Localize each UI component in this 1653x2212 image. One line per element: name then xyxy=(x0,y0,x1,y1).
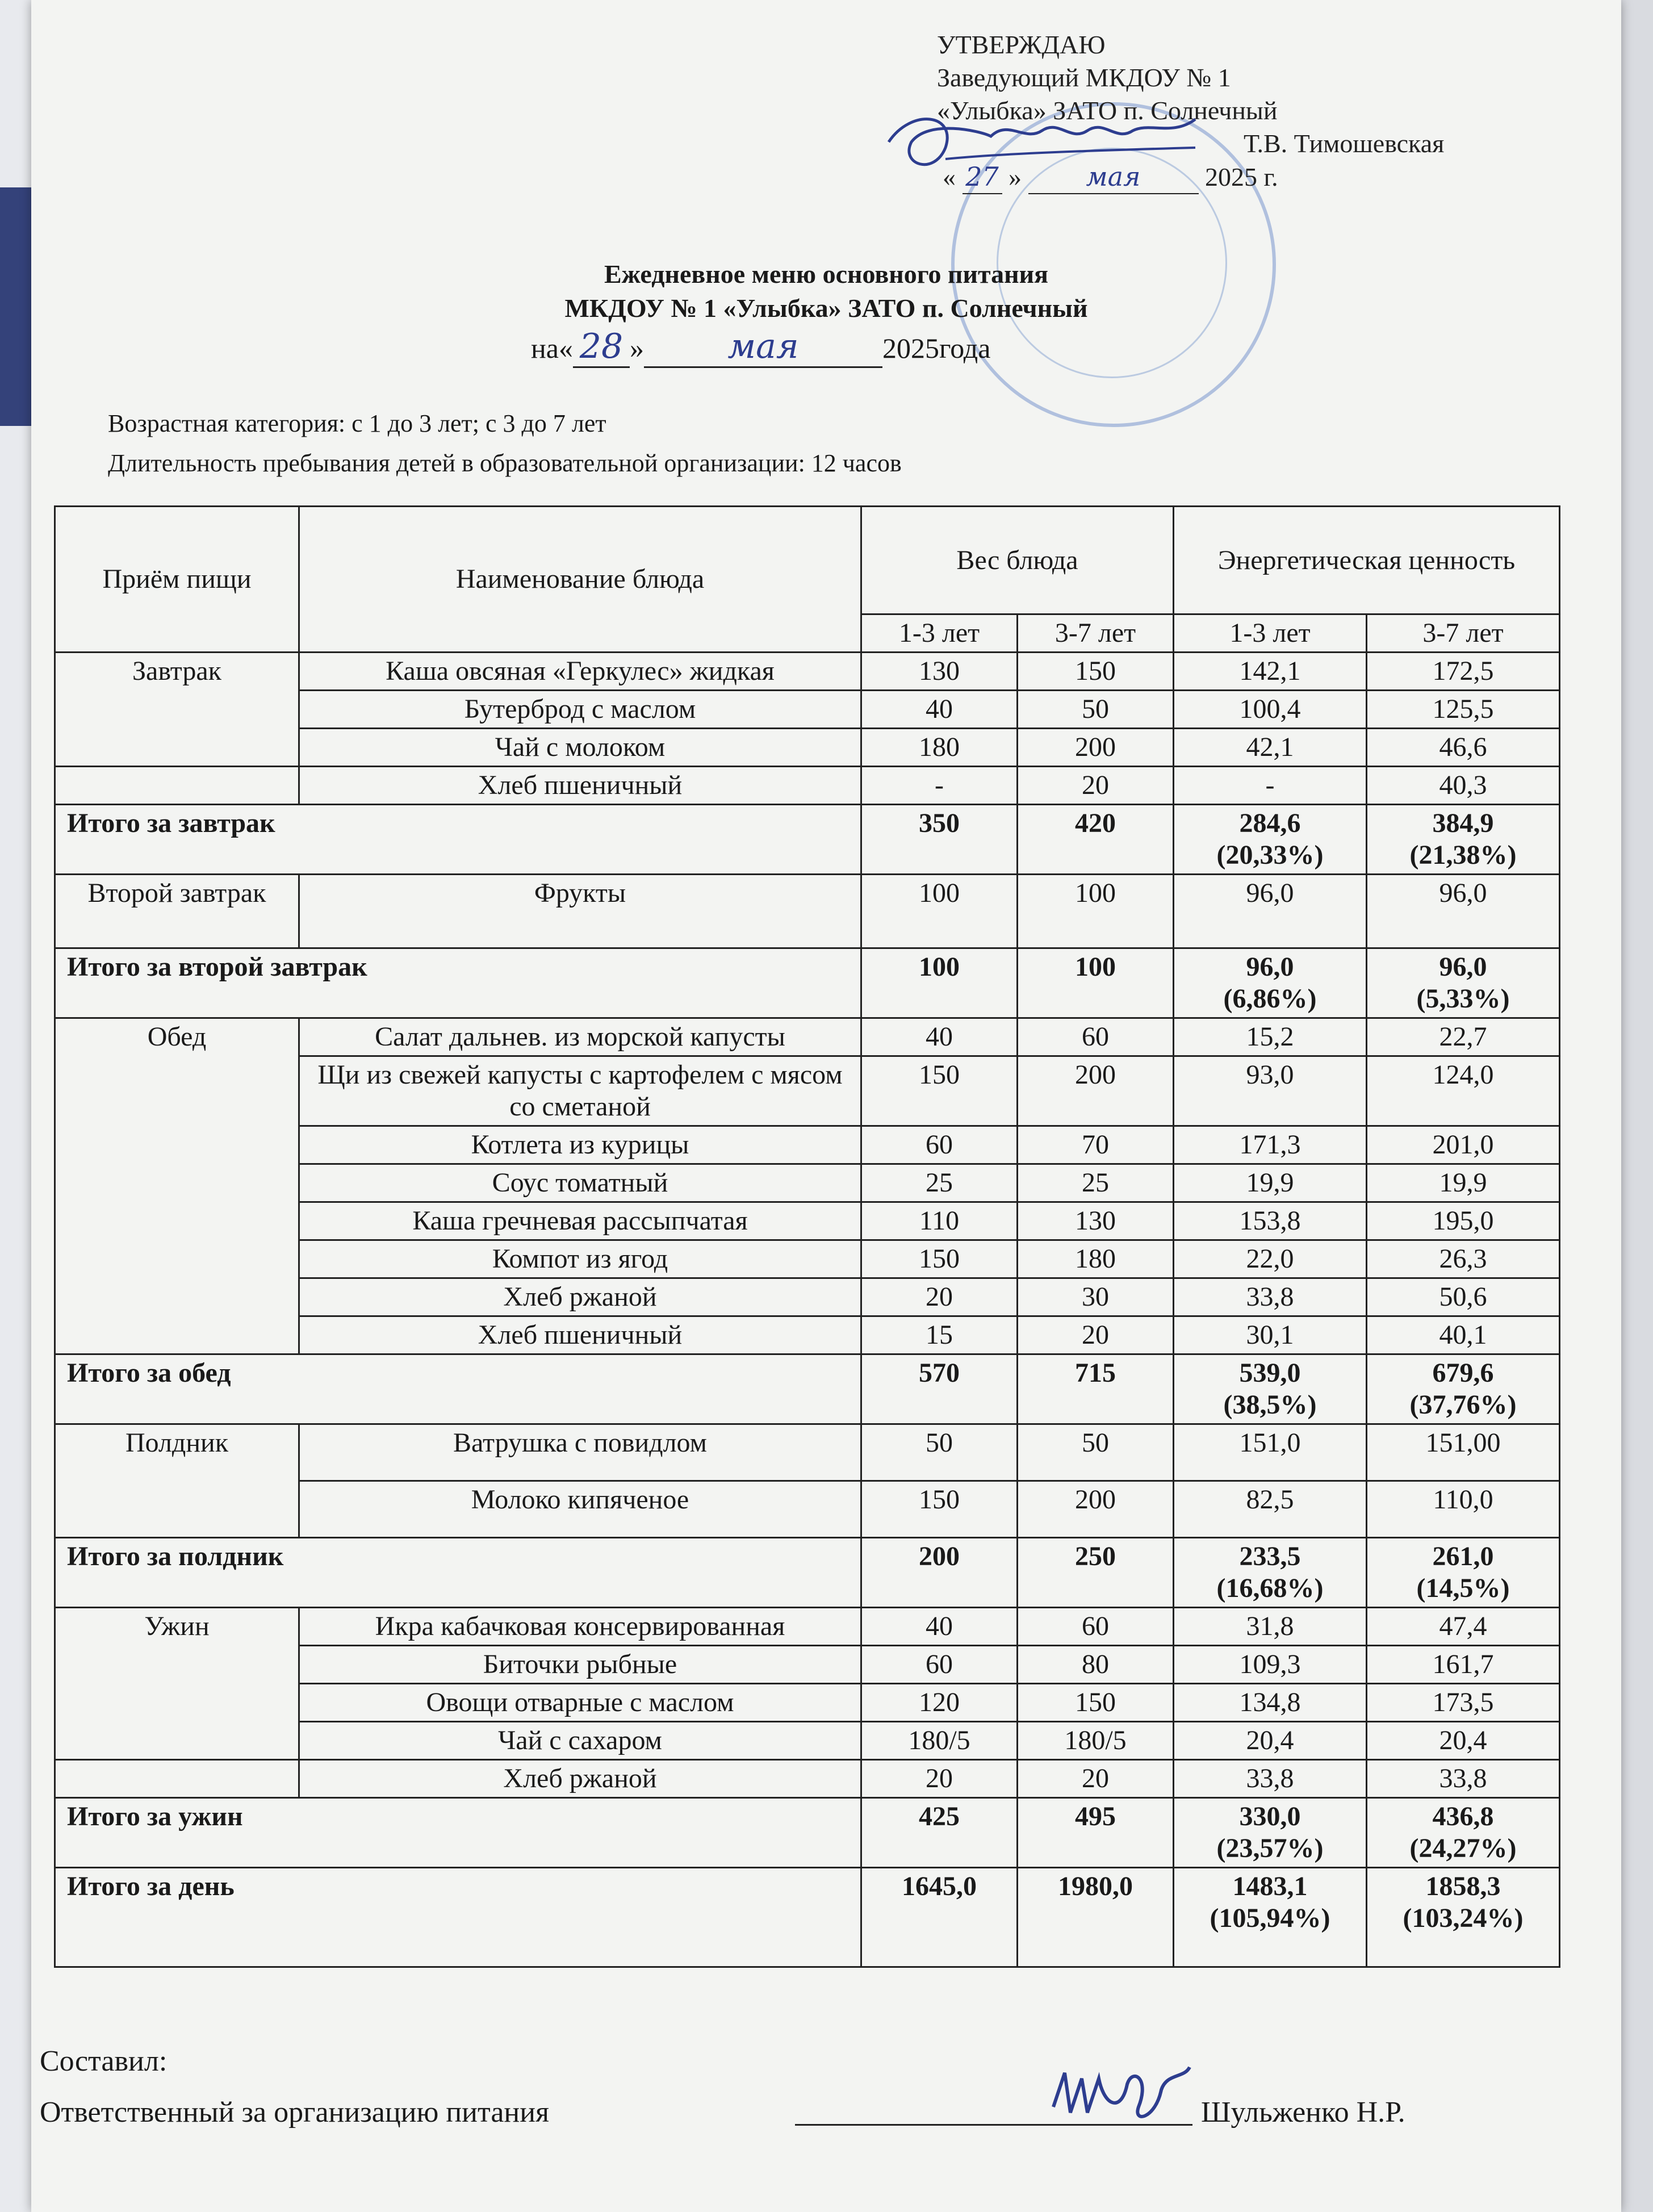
table-row xyxy=(55,1424,1560,1481)
energy-age2: 172,5 xyxy=(1367,653,1560,691)
energy-age1: 151,0 xyxy=(1174,1424,1367,1481)
total-row-lunch xyxy=(55,1354,1560,1424)
dish-name: Соус томатный xyxy=(299,1164,861,1202)
weight-age1: 110 xyxy=(861,1202,1018,1240)
footer-responsible-name: Шульженко Н.Р. xyxy=(1201,2096,1405,2129)
weight-age2: 30 xyxy=(1018,1278,1174,1316)
energy-age2: 47,4 xyxy=(1367,1608,1560,1646)
weight-age1: 60 xyxy=(861,1646,1018,1684)
total-weight-age2: 495 xyxy=(1018,1798,1174,1868)
weight-age2: 200 xyxy=(1018,729,1174,767)
energy-age2: 124,0 xyxy=(1367,1056,1560,1126)
dish-name: Ватрушка с повидлом xyxy=(299,1424,861,1481)
dish-name: Чай с сахаром xyxy=(299,1722,861,1760)
menu-date-year: 2025года xyxy=(882,332,991,364)
age-category: Возрастная категория: с 1 до 3 лет; с 3 до 7 лет xyxy=(108,409,606,437)
total-weight-age1: 200 xyxy=(861,1538,1018,1608)
energy-age1: 15,2 xyxy=(1174,1018,1367,1056)
dish-name: Хлеб ржаной xyxy=(299,1760,861,1798)
menu-date-prefix: на« xyxy=(531,332,573,364)
weight-age1: 40 xyxy=(861,1018,1018,1056)
total-energy-age1: 539,0 (38,5%) xyxy=(1174,1354,1367,1424)
dish-name: Хлеб пшеничный xyxy=(299,1316,861,1354)
total-energy-age2: 261,0 (14,5%) xyxy=(1367,1538,1560,1608)
weight-age1: 20 xyxy=(861,1278,1018,1316)
approval-title: УТВЕРЖДАЮ xyxy=(937,30,1106,59)
weight-age2: 20 xyxy=(1018,1316,1174,1354)
weight-age2: 70 xyxy=(1018,1126,1174,1164)
col-header-meal: Приём пищи xyxy=(55,507,299,653)
col-header-energy-age1: 1-3 лет xyxy=(1174,614,1367,653)
meal-dinner: Ужин xyxy=(55,1608,299,1760)
energy-age1: 96,0 xyxy=(1174,875,1367,948)
weight-age2: 60 xyxy=(1018,1018,1174,1056)
meal-second-breakfast: Второй завтрак xyxy=(55,875,299,948)
col-header-energy: Энергетическая ценность xyxy=(1174,507,1560,614)
weight-age1: 60 xyxy=(861,1126,1018,1164)
energy-age1: 153,8 xyxy=(1174,1202,1367,1240)
total-weight-age2: 250 xyxy=(1018,1538,1174,1608)
weight-age1: 180 xyxy=(861,729,1018,767)
meal-empty xyxy=(55,767,299,805)
weight-age1: 50 xyxy=(861,1424,1018,1481)
menu-document xyxy=(31,0,1621,2212)
menu-organization: МКДОУ № 1 «Улыбка» ЗАТО п. Солнечный xyxy=(564,294,1088,323)
energy-age2: 195,0 xyxy=(1367,1202,1560,1240)
total-energy-age1: 1483,1 (105,94%) xyxy=(1174,1868,1367,1967)
total-label: Итого за полдник xyxy=(55,1538,861,1608)
dish-name: Щи из свежей капусты с картофелем с мясом со сметаной xyxy=(299,1056,861,1126)
total-label: Итого за день xyxy=(55,1868,861,1967)
col-header-weight-age2: 3-7 лет xyxy=(1018,614,1174,653)
weight-age1: 150 xyxy=(861,1056,1018,1126)
menu-table xyxy=(54,505,1560,1968)
meal-breakfast: Завтрак xyxy=(55,653,299,767)
dish-name: Каша гречневая рассыпчатая xyxy=(299,1202,861,1240)
dish-name: Каша овсяная «Геркулес» жидкая xyxy=(299,653,861,691)
energy-age2: 110,0 xyxy=(1367,1481,1560,1538)
energy-age2: 161,7 xyxy=(1367,1646,1560,1684)
footer-responsible: Ответственный за организацию питания xyxy=(40,2096,549,2129)
weight-age1: 25 xyxy=(861,1164,1018,1202)
approval-position: Заведующий МКДОУ № 1 xyxy=(937,63,1231,92)
weight-age1: 150 xyxy=(861,1481,1018,1538)
total-label: Итого за обед xyxy=(55,1354,861,1424)
energy-age2: 40,3 xyxy=(1367,767,1560,805)
energy-age1: 100,4 xyxy=(1174,691,1367,729)
energy-age2: 96,0 xyxy=(1367,875,1560,948)
weight-age2: 25 xyxy=(1018,1164,1174,1202)
weight-age2: 20 xyxy=(1018,767,1174,805)
col-header-dish: Наименование блюда xyxy=(299,507,861,653)
approval-organization: «Улыбка» ЗАТО п. Солнечный xyxy=(937,96,1278,125)
menu-date xyxy=(531,327,990,368)
total-weight-age2: 100 xyxy=(1018,948,1174,1018)
table-row xyxy=(55,1760,1560,1798)
weight-age1: 150 xyxy=(861,1240,1018,1278)
weight-age1: 130 xyxy=(861,653,1018,691)
dish-name: Хлеб ржаной xyxy=(299,1278,861,1316)
energy-age1: 109,3 xyxy=(1174,1646,1367,1684)
footer-composed: Составил: xyxy=(40,2045,168,2077)
total-weight-age1: 425 xyxy=(861,1798,1018,1868)
menu-date-day: 28 xyxy=(573,327,630,368)
total-energy-age1: 233,5 (16,68%) xyxy=(1174,1538,1367,1608)
menu-date-mid: » xyxy=(629,332,644,364)
total-weight-age1: 100 xyxy=(861,948,1018,1018)
weight-age1: 40 xyxy=(861,1608,1018,1646)
dish-name: Биточки рыбные xyxy=(299,1646,861,1684)
energy-age2: 125,5 xyxy=(1367,691,1560,729)
energy-age1: 171,3 xyxy=(1174,1126,1367,1164)
weight-age1: 120 xyxy=(861,1684,1018,1722)
weight-age1: 20 xyxy=(861,1760,1018,1798)
weight-age2: 130 xyxy=(1018,1202,1174,1240)
director-signature xyxy=(877,97,1218,199)
menu-title: Ежедневное меню основного питания xyxy=(604,260,1049,288)
approval-date-year: 2025 г. xyxy=(1205,162,1278,191)
approval-date-day: 27 xyxy=(962,160,1002,194)
total-weight-age2: 420 xyxy=(1018,805,1174,875)
total-label: Итого за второй завтрак xyxy=(55,948,861,1018)
dish-name: Салат дальнев. из морской капусты xyxy=(299,1018,861,1056)
weight-age1: 100 xyxy=(861,875,1018,948)
total-energy-age1: 96,0 (6,86%) xyxy=(1174,948,1367,1018)
weight-age2: 60 xyxy=(1018,1608,1174,1646)
weight-age2: 150 xyxy=(1018,653,1174,691)
dish-name: Компот из ягод xyxy=(299,1240,861,1278)
dish-name: Фрукты xyxy=(299,875,861,948)
dish-name: Молоко кипяченое xyxy=(299,1481,861,1538)
table-row xyxy=(55,1608,1560,1646)
energy-age2: 26,3 xyxy=(1367,1240,1560,1278)
total-weight-age1: 1645,0 xyxy=(861,1868,1018,1967)
dish-name: Хлеб пшеничный xyxy=(299,767,861,805)
energy-age1: 30,1 xyxy=(1174,1316,1367,1354)
approval-date-month: мая xyxy=(1028,160,1199,194)
energy-age1: - xyxy=(1174,767,1367,805)
table-row xyxy=(55,875,1560,948)
total-label: Итого за ужин xyxy=(55,1798,861,1868)
weight-age2: 50 xyxy=(1018,1424,1174,1481)
table-header-row xyxy=(55,507,1560,614)
weight-age2: 50 xyxy=(1018,691,1174,729)
table-row xyxy=(55,1018,1560,1056)
energy-age1: 22,0 xyxy=(1174,1240,1367,1278)
energy-age2: 50,6 xyxy=(1367,1278,1560,1316)
energy-age1: 33,8 xyxy=(1174,1760,1367,1798)
dish-name: Икра кабачковая консервированная xyxy=(299,1608,861,1646)
weight-age2: 80 xyxy=(1018,1646,1174,1684)
weight-age2: 200 xyxy=(1018,1481,1174,1538)
energy-age1: 20,4 xyxy=(1174,1722,1367,1760)
total-energy-age2: 1858,3 (103,24%) xyxy=(1367,1868,1560,1967)
col-header-energy-age2: 3-7 лет xyxy=(1367,614,1560,653)
dish-name: Чай с молоком xyxy=(299,729,861,767)
meal-lunch: Обед xyxy=(55,1018,299,1354)
total-energy-age2: 96,0 (5,33%) xyxy=(1367,948,1560,1018)
weight-age1: 40 xyxy=(861,691,1018,729)
total-row-dinner xyxy=(55,1798,1560,1868)
energy-age1: 33,8 xyxy=(1174,1278,1367,1316)
energy-age2: 46,6 xyxy=(1367,729,1560,767)
total-energy-age1: 284,6 (20,33%) xyxy=(1174,805,1367,875)
weight-age1: 180/5 xyxy=(861,1722,1018,1760)
approval-name: Т.В. Тимошевская xyxy=(1244,129,1445,158)
energy-age2: 40,1 xyxy=(1367,1316,1560,1354)
total-weight-age2: 1980,0 xyxy=(1018,1868,1174,1967)
energy-age1: 134,8 xyxy=(1174,1684,1367,1722)
total-energy-age2: 679,6 (37,76%) xyxy=(1367,1354,1560,1424)
approval-date-mid: » xyxy=(1008,162,1022,191)
weight-age2: 20 xyxy=(1018,1760,1174,1798)
table-row xyxy=(55,653,1560,691)
weight-age1: - xyxy=(861,767,1018,805)
dish-name: Бутерброд с маслом xyxy=(299,691,861,729)
energy-age2: 20,4 xyxy=(1367,1722,1560,1760)
energy-age1: 42,1 xyxy=(1174,729,1367,767)
weight-age2: 180/5 xyxy=(1018,1722,1174,1760)
weight-age2: 150 xyxy=(1018,1684,1174,1722)
weight-age1: 15 xyxy=(861,1316,1018,1354)
meal-snack: Полдник xyxy=(55,1424,299,1538)
responsible-signature xyxy=(1042,2056,1201,2141)
weight-age2: 200 xyxy=(1018,1056,1174,1126)
energy-age2: 173,5 xyxy=(1367,1684,1560,1722)
weight-age2: 100 xyxy=(1018,875,1174,948)
dish-name: Котлета из курицы xyxy=(299,1126,861,1164)
energy-age1: 93,0 xyxy=(1174,1056,1367,1126)
energy-age2: 22,7 xyxy=(1367,1018,1560,1056)
energy-age2: 19,9 xyxy=(1367,1164,1560,1202)
total-row-second-breakfast xyxy=(55,948,1560,1018)
approval-date-open: « xyxy=(943,162,956,191)
meal-empty xyxy=(55,1760,299,1798)
total-weight-age1: 570 xyxy=(861,1354,1018,1424)
col-header-weight: Вес блюда xyxy=(861,507,1174,614)
total-energy-age1: 330,0 (23,57%) xyxy=(1174,1798,1367,1868)
energy-age1: 82,5 xyxy=(1174,1481,1367,1538)
col-header-weight-age1: 1-3 лет xyxy=(861,614,1018,653)
total-energy-age2: 384,9 (21,38%) xyxy=(1367,805,1560,875)
energy-age1: 19,9 xyxy=(1174,1164,1367,1202)
energy-age2: 201,0 xyxy=(1367,1126,1560,1164)
dish-name: Овощи отварные с маслом xyxy=(299,1684,861,1722)
menu-date-month: мая xyxy=(644,327,882,368)
total-row-breakfast xyxy=(55,805,1560,875)
stay-duration: Длительность пребывания детей в образовательной организации: 12 часов xyxy=(108,449,902,477)
total-row-snack xyxy=(55,1538,1560,1608)
total-weight-age1: 350 xyxy=(861,805,1018,875)
total-weight-age2: 715 xyxy=(1018,1354,1174,1424)
total-energy-age2: 436,8 (24,27%) xyxy=(1367,1798,1560,1868)
total-row-day xyxy=(55,1868,1560,1967)
energy-age1: 31,8 xyxy=(1174,1608,1367,1646)
total-label: Итого за завтрак xyxy=(55,805,861,875)
energy-age2: 151,00 xyxy=(1367,1424,1560,1481)
energy-age1: 142,1 xyxy=(1174,653,1367,691)
table-row xyxy=(55,767,1560,805)
weight-age2: 180 xyxy=(1018,1240,1174,1278)
energy-age2: 33,8 xyxy=(1367,1760,1560,1798)
